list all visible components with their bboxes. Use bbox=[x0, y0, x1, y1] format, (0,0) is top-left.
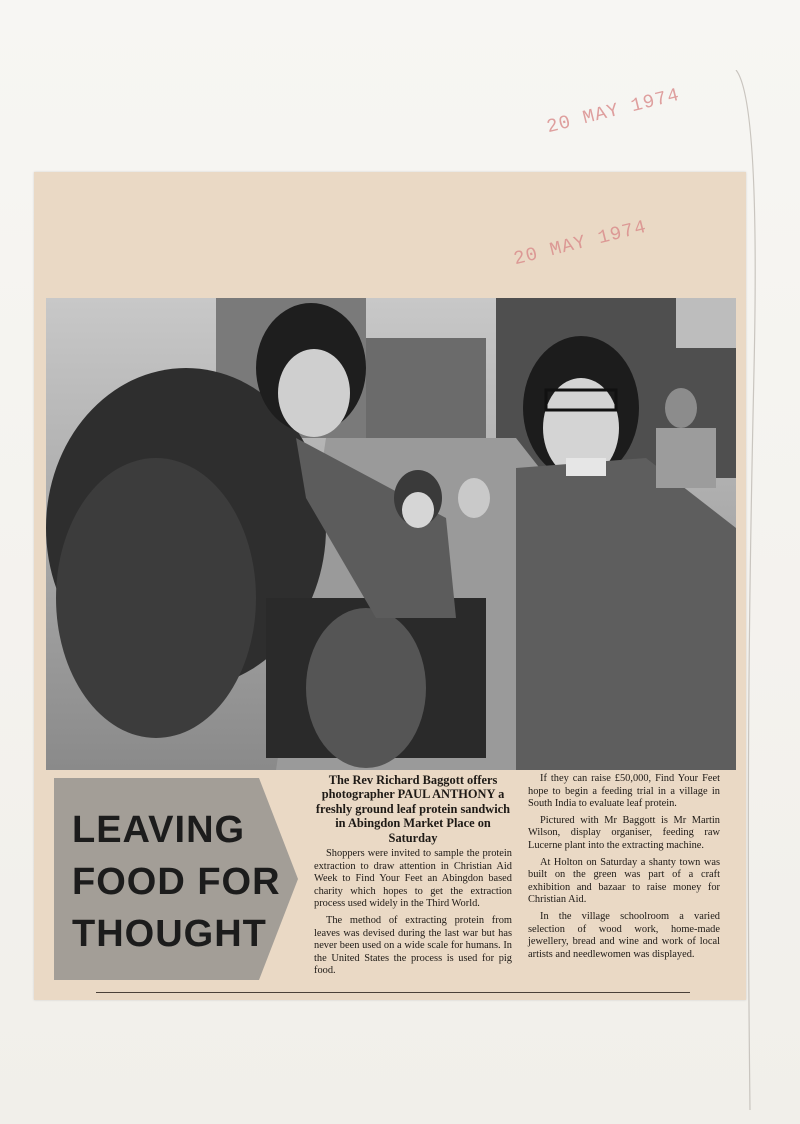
paragraph: Pictured with Mr Baggott is Mr Martin Wilson, display organiser, feeding raw Lucerne plant into the extracting machine. bbox=[528, 814, 720, 851]
photo-caption: The Rev Richard Baggott offers photographer PAUL ANTHONY a freshly ground leaf protein sandwich in Abingdon Market Place on Saturday bbox=[315, 773, 511, 845]
paragraph: If they can raise £50,000, Find Your Feet hope to begin a feeding trial in a village in South India to evaluate leaf protein. bbox=[528, 773, 720, 810]
headline-line-1: LEAVING bbox=[72, 809, 246, 851]
paragraph: Shoppers were invited to sample the protein extraction to draw attention in Christian Aid Week to Find Your Feet an Abingdon based charity which hopes to get the extraction process used widely in the Third World. bbox=[314, 848, 512, 910]
paragraph: The method of extracting protein from leaves was devised during the last war but has never been used on a wide scale for humans. In the United States the process is used for pig food. bbox=[314, 915, 512, 977]
headline bbox=[72, 804, 292, 960]
headline-line-3: THOUGHT bbox=[72, 913, 267, 955]
article-column-2 bbox=[528, 773, 720, 965]
bottom-rule bbox=[96, 992, 690, 993]
date-stamp-top: 20 MAY 1974 bbox=[544, 83, 683, 139]
headline-line-2: FOOD FOR bbox=[72, 861, 281, 903]
photograph-icon bbox=[46, 298, 736, 770]
paragraph: In the village schoolroom a varied selection of wood work, home-made jewellery, bread and wine and work of local artists and needlewomen was displayed. bbox=[528, 910, 720, 960]
article-photo bbox=[46, 298, 736, 770]
article-column-1 bbox=[314, 773, 512, 982]
paragraph: At Holton on Saturday a shanty town was built on the green was part of a craft exhibition and bazaar to raise money for Christian Aid. bbox=[528, 856, 720, 906]
headline-panel bbox=[54, 778, 298, 980]
date-stamp-mid: 20 MAY 1974 bbox=[511, 215, 650, 271]
